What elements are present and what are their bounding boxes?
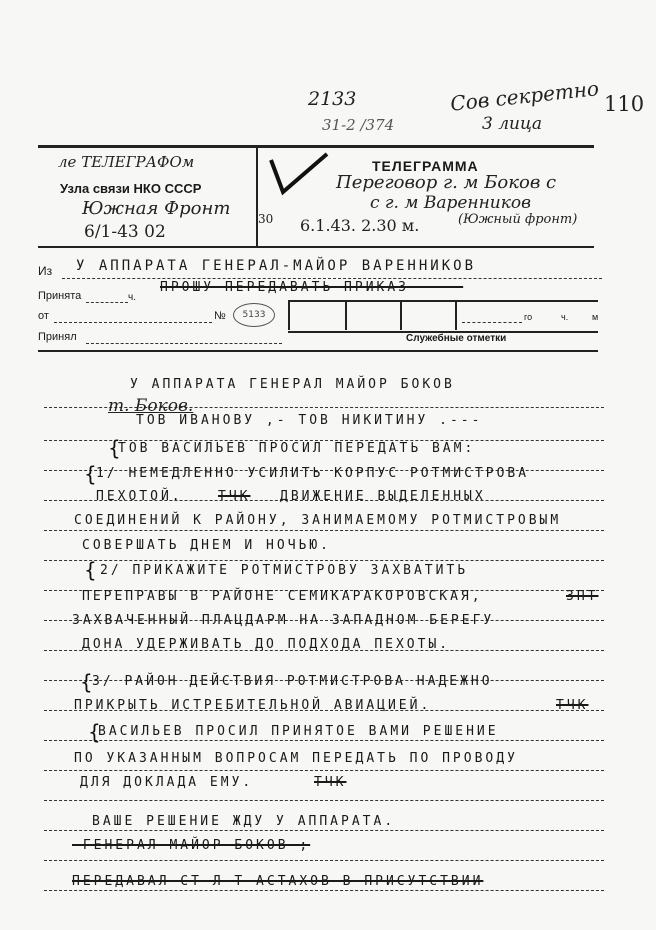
prinyal-dotted <box>86 343 282 344</box>
body-line-wire: ПО УКАЗАННЫМ ВОПРОСАМ ПЕРЕДАТЬ ПО ПРОВОДУ <box>74 751 518 766</box>
body-zpt: ЗПТ <box>566 589 599 604</box>
paragraph-mark-5: { <box>88 720 101 744</box>
body-handwritten-name: т. Боков. <box>108 396 194 416</box>
form-mid-tick-1 <box>288 300 290 330</box>
right-header-line3: 6.1.43. 2.30 м. <box>300 216 420 235</box>
body-tchk-3: ТЧК <box>314 775 347 790</box>
right-header-line2: с г. м Варенников <box>370 193 532 213</box>
body-line-crossings: ПЕРЕПРАВЫ В РАЙОНЕ СЕМИКАРАКОРОВСКАЯ, <box>82 589 483 604</box>
document-number: 2133 <box>308 88 357 110</box>
form-top-rule <box>38 145 594 148</box>
go-label: го <box>524 312 533 322</box>
body-line-aviation: ПРИКРЫТЬ ИСТРЕБИТЕЛЬНОЙ АВИАЦИЕЙ. <box>74 698 432 713</box>
body-line-infantry: ПЕХОТОЙ. <box>96 489 183 504</box>
body-line-ivanov: ТОВ ИВАНОВУ ,- ТОВ НИКИТИНУ .--- <box>136 413 483 428</box>
ot-dotted <box>54 322 212 323</box>
body-line-movement: ДВИЖЕНИЕ ВЫДЕЛЕННЫХ <box>280 489 486 504</box>
body-tchk-1: ТЧК <box>218 489 251 504</box>
header-line-request <box>160 280 463 295</box>
body-line-don: ДОНА УДЕРЖИВАТЬ ДО ПОДХОДА ПЕХОТЫ. <box>82 637 451 652</box>
form-mid-tick-4 <box>455 300 457 330</box>
request-text: ПРОШУ ПЕРЕДАВАТЬ ПРИКАЗ ---- <box>160 280 464 295</box>
paragraph-mark-2: { <box>84 462 97 486</box>
signature-text: -ГЕНЕРАЛ МАЙОР БОКОВ ; <box>72 838 311 853</box>
service-marks-label: Служебные отметки <box>406 333 507 344</box>
body-line-12 <box>44 740 604 741</box>
prinyal-label: Принял <box>38 331 77 343</box>
prinyata-label: Принята <box>38 290 82 302</box>
left-header-front: Южная Фронт <box>82 198 231 219</box>
body-line-14 <box>44 800 604 801</box>
body-line-operator <box>72 874 483 889</box>
body-line-formations: СОЕДИНЕНИЙ К РАЙОНУ, ЗАНИМАЕМОМУ РОТМИСТРОВЫМ <box>74 513 562 528</box>
form-vertical-divider <box>256 146 258 246</box>
ch2-label: ч. <box>561 312 569 322</box>
form-header-bottom-rule <box>38 246 594 248</box>
body-line-6 <box>44 560 604 561</box>
operator-text: ПЕРЕДАВАЛ СТ Л-Т АСТАХОВ В ПРИСУТСТВИИ <box>72 874 484 889</box>
telegram-title: ТЕЛЕГРАММА <box>372 158 479 174</box>
form-mid-rule <box>288 300 598 302</box>
checkmark-annotation <box>265 150 335 198</box>
body-addressee: У АППАРАТА ГЕНЕРАЛ МАЙОР БОКОВ <box>130 377 455 392</box>
body-line-15 <box>44 830 604 831</box>
body-line-decision: ВАСИЛЬЕВ ПРОСИЛ ПРИНЯТОЕ ВАМИ РЕШЕНИЕ <box>98 724 499 739</box>
ot-label: от <box>38 310 49 322</box>
paragraph-mark-1: { <box>108 436 121 460</box>
form-bottom-rule <box>38 350 598 352</box>
stamp-marks: 31-2 /374 <box>322 116 395 134</box>
paragraph-mark-3: { <box>84 558 97 582</box>
page-number: 110 <box>604 92 645 116</box>
left-header-stamp: ле ТЕЛЕГРАФОм <box>58 153 195 171</box>
body-line-point2: 2/ ПРИКАЖИТЕ РОТМИСТРОВУ ЗАХВАТИТЬ <box>100 563 469 578</box>
m-label: м <box>592 312 599 322</box>
copies-note: 3 лица <box>482 114 542 134</box>
body-line-bridgehead: ЗАХВАЧЕННЫЙ ПЛАЦДАРМ НА ЗАПАДНОМ БЕРЕГУ <box>72 613 495 628</box>
body-line-17 <box>44 890 604 891</box>
left-header-title: Узла связи НКО СССР <box>60 181 202 196</box>
ch-label: ч. <box>128 292 136 303</box>
left-header-date: 6/1-43 02 <box>84 222 166 242</box>
form-mid-tick-2 <box>345 300 347 330</box>
go-dotted <box>462 322 522 323</box>
iz-label: Из <box>38 264 53 278</box>
body-line-point1: 1/ НЕМЕДЛЕННО УСИЛИТЬ КОРПУС РОТМИСТРОВА <box>96 466 530 481</box>
body-line-5 <box>44 530 604 531</box>
right-header-line1: Переговор г. м Боков с <box>336 172 557 193</box>
body-line-signature <box>72 838 310 853</box>
body-line-awaiting: ВАШЕ РЕШЕНИЕ ЖДУ У АППАРАТА. <box>92 814 396 829</box>
body-line-13 <box>44 770 604 771</box>
body-tchk-2: ТЧК <box>556 698 589 713</box>
paragraph-mark-4: { <box>80 670 93 694</box>
no-label: № <box>214 310 226 322</box>
header-line-sender: У АППАРАТА ГЕНЕРАЛ-МАЙОР ВАРЕННИКОВ <box>76 258 477 274</box>
body-line-daynight: СОВЕРШАТЬ ДНЕМ И НОЧЬЮ. <box>82 538 332 553</box>
body-line-point3: 3/ РАЙОН ДЕЙСТВИЯ РОТМИСТРОВА НАДЕЖНО <box>92 674 493 689</box>
body-line-report: ДЛЯ ДОКЛАДА ЕМУ. <box>80 775 254 790</box>
iz-dotted-line <box>62 278 602 279</box>
body-line-16 <box>44 860 604 861</box>
left-header-30: 30 <box>258 212 274 226</box>
form-mid-tick-3 <box>400 300 402 330</box>
prinyata-dotted <box>86 302 128 303</box>
right-header-line3b: (Южный фронт) <box>458 212 578 227</box>
body-line-vasiliev: ТОВ ВАСИЛЬЕВ ПРОСИЛ ПЕРЕДАТЬ ВАМ: <box>118 441 476 456</box>
receipt-stamp: 5133 <box>233 303 275 327</box>
secrecy-note: Сов секретно <box>449 76 600 116</box>
